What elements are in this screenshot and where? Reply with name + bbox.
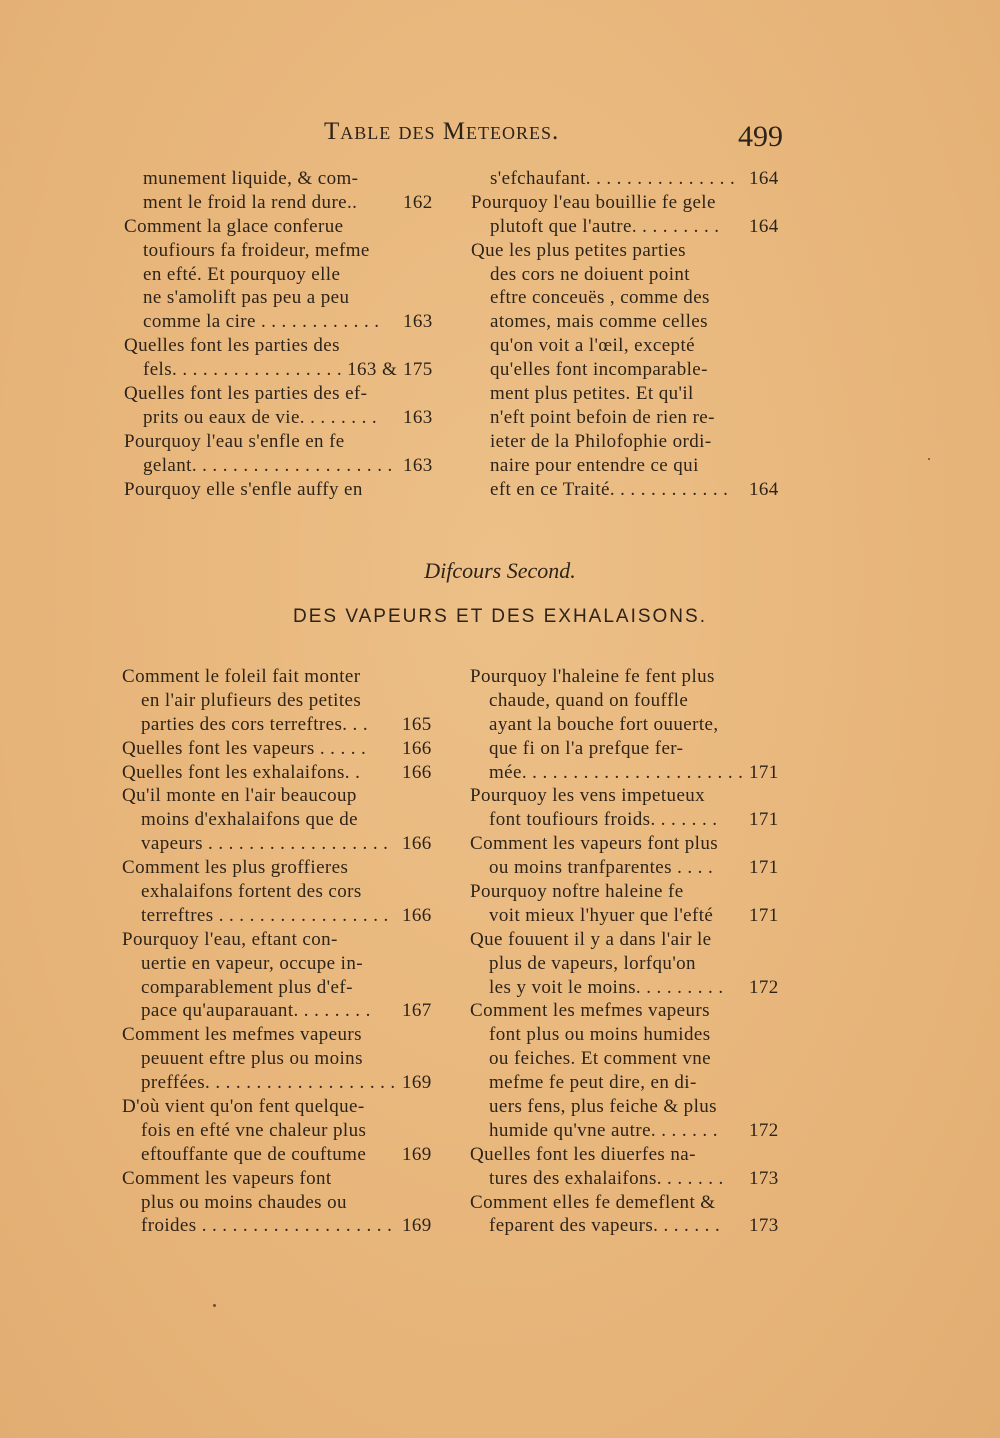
- section-subtitle: DES VAPEURS ET DES EXHALAISONS.: [293, 606, 707, 627]
- toc-entry-line: [122, 1023, 442, 1047]
- toc-entry-text: Pourquoy elle s'enfle auffy en: [124, 478, 363, 500]
- toc-entry-text: Quelles font les exhalaifons. .: [122, 761, 361, 783]
- toc-entry-line: [122, 976, 442, 1000]
- toc-entry-text: exhalaifons fortent des cors: [141, 881, 362, 903]
- toc-entry-text: Que les plus petites parties: [471, 239, 686, 261]
- toc-entry-line: [124, 358, 443, 382]
- toc-page-number: 171: [749, 904, 779, 926]
- toc-entry-line: [471, 478, 789, 502]
- toc-entry-line: [470, 761, 789, 785]
- toc-entry-line: [470, 689, 789, 713]
- toc-entry-line: [124, 406, 443, 430]
- toc-entry-text: Comment elles fe demeflent &: [470, 1191, 716, 1213]
- toc-entry-line: [471, 310, 789, 334]
- toc-page-number: 166: [402, 904, 432, 926]
- section-title: Difcours Second.: [424, 558, 576, 583]
- toc-entry-text: Comment les mefmes vapeurs: [470, 1000, 710, 1022]
- toc-entry-text: comme la cire . . . . . . . . . . . .: [143, 311, 380, 333]
- toc-entry-text: comparablement plus d'ef-: [141, 976, 353, 998]
- toc-entry-line: [122, 856, 442, 880]
- toc-entry-line: [470, 832, 789, 856]
- toc-entry-line: [124, 334, 443, 358]
- toc-entry-text: Qu'il monte en l'air beaucoup: [122, 785, 357, 807]
- toc-page-number: 172: [749, 976, 779, 998]
- toc-entry-text: toufiours fa froideur, mefme: [143, 239, 370, 261]
- toc-entry-line: [470, 713, 789, 737]
- toc-entry-line: [471, 334, 789, 358]
- toc-page-number: 171: [749, 761, 779, 783]
- toc-entry-text: uertie en vapeur, occupe in-: [141, 952, 363, 974]
- toc-entry-text: plus ou moins chaudes ou: [141, 1191, 347, 1213]
- toc-entry-text: font plus ou moins humides: [489, 1024, 711, 1046]
- toc-entry-text: humide qu'vne autre. . . . . . .: [489, 1119, 718, 1141]
- toc-page-number: 163: [403, 406, 433, 428]
- toc-column-top-right: [471, 167, 789, 501]
- toc-entry-line: [122, 1143, 442, 1167]
- toc-entry-text: eftouffante que de couftume: [141, 1143, 367, 1165]
- paper-speck: [213, 1304, 216, 1307]
- toc-entry-text: plutoft que l'autre. . . . . . . . .: [490, 215, 720, 237]
- toc-entry-line: [470, 1023, 789, 1047]
- toc-entry-text: ou feiches. Et comment vne: [489, 1048, 711, 1070]
- toc-entry-text: Pourquoy noftre haleine fe: [470, 881, 684, 903]
- toc-entry-line: [471, 358, 789, 382]
- toc-entry-text: que fi on l'a prefque fer-: [489, 737, 684, 759]
- toc-entry-line: [124, 286, 443, 310]
- toc-entry-text: chaude, quand on fouffle: [489, 689, 689, 711]
- toc-entry-line: [122, 784, 442, 808]
- toc-entry-line: [471, 239, 789, 263]
- toc-entry-text: vapeurs . . . . . . . . . . . . . . . . . .: [141, 833, 389, 855]
- paper-speck: [928, 458, 930, 460]
- toc-entry-text: Comment le foleil fait monter: [122, 666, 361, 687]
- toc-entry-text: atomes, mais comme celles: [490, 311, 708, 333]
- toc-entry-text: preffées. . . . . . . . . . . . . . . . . . .: [141, 1072, 396, 1094]
- toc-entry-text: eft en ce Traité. . . . . . . . . . . .: [490, 478, 729, 500]
- toc-entry-line: [124, 239, 443, 263]
- toc-page-number: 172: [749, 1119, 779, 1141]
- toc-entry-line: [471, 286, 789, 310]
- toc-page-number: 169: [402, 1072, 432, 1094]
- toc-entry-text: naire pour entendre ce qui: [490, 454, 699, 476]
- toc-page-number: 171: [749, 809, 779, 831]
- toc-entry-line: [122, 904, 442, 928]
- toc-entry-line: [122, 999, 442, 1023]
- toc-page-number: 171: [749, 857, 779, 879]
- toc-page-number: 169: [402, 1143, 432, 1165]
- toc-entry-line: [470, 976, 789, 1000]
- toc-entry-text: Comment les mefmes vapeurs: [122, 1024, 362, 1046]
- toc-entry-line: [122, 1191, 442, 1215]
- toc-entry-text: mée. . . . . . . . . . . . . . . . . . . . . .: [489, 761, 744, 783]
- toc-entry-line: [470, 928, 789, 952]
- toc-entry-text: Quelles font les vapeurs . . . . .: [122, 737, 367, 759]
- toc-entry-line: [471, 382, 789, 406]
- toc-entry-text: eftre conceuës , comme des: [490, 287, 710, 309]
- toc-entry-text: tures des exhalaifons. . . . . . .: [489, 1167, 724, 1189]
- toc-entry-text: Quelles font les parties des: [124, 335, 340, 357]
- toc-page-number: 166: [402, 737, 432, 759]
- toc-page-number: 164: [749, 478, 779, 500]
- toc-page-number: 175: [403, 359, 433, 381]
- toc-page-number: 166: [402, 761, 432, 783]
- toc-entry-line: [470, 1095, 789, 1119]
- toc-entry-text: Comment les plus groffieres: [122, 857, 349, 879]
- toc-page-number: 173: [749, 1167, 779, 1189]
- toc-entry-line: [470, 784, 789, 808]
- toc-entry-line: [470, 1191, 789, 1215]
- toc-entry-text: prits ou eaux de vie. . . . . . . .: [143, 406, 378, 428]
- toc-entry-text: froides . . . . . . . . . . . . . . . . . . .: [141, 1215, 393, 1237]
- toc-entry-line: [122, 808, 442, 832]
- toc-page-number: 165: [402, 713, 432, 735]
- toc-entry-text: ou moins tranfparentes . . . .: [489, 857, 714, 879]
- toc-entry-text: terreftres . . . . . . . . . . . . . . . . .: [141, 904, 389, 926]
- toc-column-top-left: [124, 167, 443, 501]
- toc-entry-text: mefme fe peut dire, en di-: [489, 1072, 697, 1094]
- toc-entry-text: n'eft point befoin de rien re-: [490, 406, 715, 428]
- toc-entry-line: [124, 454, 443, 478]
- toc-entry-line: [124, 215, 443, 239]
- toc-entry-text: D'où vient qu'on fent quelque-: [122, 1096, 365, 1118]
- toc-entry-line: [122, 832, 442, 856]
- toc-entry-text: ieter de la Philofophie ordi-: [490, 430, 712, 452]
- toc-entry-text: munement liquide, & com-: [143, 168, 359, 189]
- toc-entry-line: [124, 263, 443, 287]
- toc-entry-line: [470, 808, 789, 832]
- toc-entry-line: [122, 689, 442, 713]
- toc-entry-text: fois en efté vne chaleur plus: [141, 1119, 367, 1141]
- toc-entry-line: [470, 1071, 789, 1095]
- toc-entry-line: [471, 454, 789, 478]
- toc-page-number: 164: [749, 215, 779, 237]
- toc-entry-line: [124, 191, 443, 215]
- running-title: Table des Meteores.: [324, 118, 560, 145]
- toc-column-bottom-left: [122, 665, 442, 1238]
- toc-entry-line: [470, 952, 789, 976]
- toc-page-number: 163: [403, 454, 433, 476]
- toc-entry-text: gelant. . . . . . . . . . . . . . . . . . . .: [143, 454, 393, 476]
- toc-entry-line: [470, 1214, 789, 1238]
- toc-entry-line: [470, 1119, 789, 1143]
- toc-entry-text: feparent des vapeurs. . . . . . .: [489, 1215, 721, 1237]
- toc-entry-line: [471, 191, 789, 215]
- toc-entry-text: qu'on voit a l'œil, excepté: [490, 335, 695, 357]
- toc-page-number: 173: [749, 1215, 779, 1237]
- toc-entry-text: s'efchaufant. . . . . . . . . . . . . . .: [490, 168, 736, 189]
- toc-entry-line: [122, 1047, 442, 1071]
- toc-entry-line: [471, 406, 789, 430]
- toc-entry-text: Pourquoy les vens impetueux: [470, 785, 706, 807]
- toc-entry-line: [122, 880, 442, 904]
- toc-entry-line: [122, 1214, 442, 1238]
- toc-entry-text: ment plus petites. Et qu'il: [490, 383, 694, 405]
- toc-entry-text: des cors ne doiuent point: [490, 263, 690, 285]
- toc-entry-line: [470, 880, 789, 904]
- toc-column-bottom-right: [470, 665, 789, 1238]
- toc-entry-text: fels. . . . . . . . . . . . . . . . . 163 &: [143, 359, 398, 381]
- toc-entry-line: [470, 999, 789, 1023]
- toc-entry-text: en efté. Et pourquoy elle: [143, 263, 341, 285]
- toc-entry-text: Pourquoy l'eau s'enfle en fe: [124, 430, 345, 452]
- toc-entry-text: ayant la bouche fort ouuerte,: [489, 713, 719, 735]
- toc-entry-text: ne s'amolift pas peu a peu: [143, 287, 350, 309]
- toc-entry-line: [471, 263, 789, 287]
- toc-entry-text: uers fens, plus feiche & plus: [489, 1096, 717, 1118]
- toc-page-number: 166: [402, 833, 432, 855]
- toc-entry-line: [122, 1119, 442, 1143]
- toc-entry-line: [122, 761, 442, 785]
- toc-page-number: 167: [402, 1000, 432, 1022]
- toc-entry-line: [470, 856, 789, 880]
- toc-page-number: 162: [403, 191, 433, 213]
- toc-entry-line: [471, 430, 789, 454]
- toc-entry-line: [471, 167, 789, 191]
- toc-entry-line: [124, 430, 443, 454]
- toc-entry-text: Comment les vapeurs font plus: [470, 833, 719, 855]
- toc-entry-text: plus de vapeurs, lorfqu'on: [489, 952, 696, 974]
- toc-entry-text: en l'air plufieurs des petites: [141, 689, 362, 711]
- toc-entry-text: Quelles font les diuerfes na-: [470, 1143, 696, 1165]
- toc-entry-text: font toufiours froids. . . . . . .: [489, 809, 718, 831]
- toc-entry-text: peuuent eftre plus ou moins: [141, 1048, 363, 1070]
- toc-entry-text: les y voit le moins. . . . . . . . .: [489, 976, 724, 998]
- toc-entry-line: [471, 215, 789, 239]
- toc-entry-text: Pourquoy l'eau, eftant con-: [122, 928, 338, 950]
- toc-entry-line: [122, 665, 442, 689]
- toc-entry-line: [122, 1071, 442, 1095]
- toc-entry-text: Pourquoy l'haleine fe fent plus: [470, 666, 715, 687]
- toc-entry-line: [470, 665, 789, 689]
- toc-entry-text: moins d'exhalaifons que de: [141, 809, 358, 831]
- toc-entry-line: [122, 928, 442, 952]
- toc-entry-line: [124, 382, 443, 406]
- toc-entry-line: [470, 1143, 789, 1167]
- toc-entry-line: [124, 310, 443, 334]
- toc-entry-text: Comment la glace conferue: [124, 215, 344, 237]
- toc-entry-text: qu'elles font incomparable-: [490, 359, 708, 381]
- toc-entry-line: [470, 737, 789, 761]
- toc-page-number: 169: [402, 1215, 432, 1237]
- toc-entry-line: [122, 737, 442, 761]
- toc-entry-line: [122, 713, 442, 737]
- toc-entry-line: [470, 1167, 789, 1191]
- toc-entry-text: ment le froid la rend dure..: [143, 191, 358, 213]
- toc-page-number: 164: [749, 168, 779, 189]
- toc-entry-text: voit mieux l'hyuer que l'efté: [489, 904, 714, 926]
- toc-entry-line: [470, 904, 789, 928]
- toc-page-number: 163: [403, 311, 433, 333]
- toc-entry-text: pace qu'auparauant. . . . . . . .: [141, 1000, 371, 1022]
- toc-entry-line: [122, 1095, 442, 1119]
- toc-entry-line: [124, 167, 443, 191]
- toc-entry-text: parties des cors terreftres. . .: [141, 713, 368, 735]
- toc-entry-text: Comment les vapeurs font: [122, 1167, 332, 1189]
- toc-entry-text: Que fouuent il y a dans l'air le: [470, 928, 712, 950]
- toc-entry-text: Quelles font les parties des ef-: [124, 383, 368, 405]
- toc-entry-line: [470, 1047, 789, 1071]
- page-number: 499: [738, 120, 783, 153]
- toc-entry-line: [122, 952, 442, 976]
- toc-entry-text: Pourquoy l'eau bouillie fe gele: [471, 191, 716, 213]
- toc-entry-line: [124, 478, 443, 502]
- toc-entry-line: [122, 1167, 442, 1191]
